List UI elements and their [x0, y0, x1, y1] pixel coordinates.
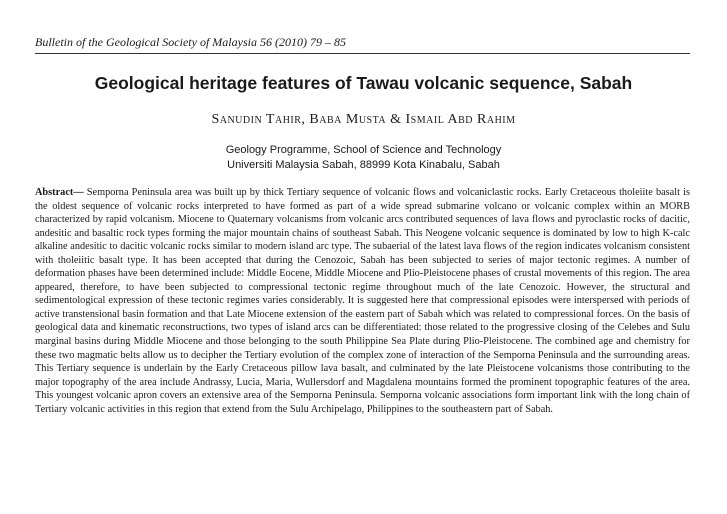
abstract-label: Abstract— — [35, 187, 84, 198]
header-divider — [35, 53, 690, 54]
affiliation-block — [0, 143, 727, 172]
abstract-text: Semporna Peninsula area was built up by thick Tertiary sequence of volcanic flows and volcaniclastic rocks. Early Cretaceous tholeiite basalt is the oldest sequence of volcanic rocks interpreted to have formed as part of a wide spread submarine volcano or volcanic complex within an MORB characterized by rapid volcanism. Miocene to Quaternary volcanisms from volcanic arcs contributed sequences of lava flows and pyroclastic rocks of dacitic, andesitic and basaltic rock types forming the major mountain chains of southeast Sabah. This Neogene volcanic sequence is dominated by low to high K-calc alkaline andesitic to dacitic volcanic rocks similar to modern island arc type. The subaerial of the latest lava flows of the region indicates volcanism consistent with tholeiitic basalt type. It has been accepted that during the Cenozoic, Sabah has been subjected to series of major tectonic regimes. A number of deformation phases have been determined include: Middle Eocene, Middle Miocene and Plio-Pleistocene phases of crustal movements of this region. The area appeared, therefore, to have been subjected to compressional tectonic regime throughout much of the late Cenozoic. However, the structural and sedimentological expression of these tectonic regimes varies considerably. It is suggested here that compressional episodes were interspersed with periods of active transtensional basin formation and that Late Miocene extension of the eastern part of Sabah which was related to compressional forces. On the basis of geological data and kinematic reconstructions, two types of island arcs can be differentiated: those related to the progressive closing of the Celebes and Sulu marginal basins during Middle Miocene and those belonging to the south Philippine Sea Plate during Plio-Pleistocene. The combined age and chemistry for these two magmatic belts allow us to decipher the Tertiary evolution of the complex zone of interaction of the Semporna Peninsula and the surrounding areas. This Tertiary sequence is underlain by the Early Cretaceous pillow lava basalt, and culminated by the late Pleistocene volcanisms those contributing to the major topography of the area include Andrassy, Lucia, Maria, Wullersdorf and Magdalena mountains formed the prominent topographic features of the area. This youngest volcanic apron covers an extensive area of the Semporna Peninsula. Semporna volcanic associations form important link with the long chain of Tertiary volcanic activities in this region that extend from the Sulu Archipelago, Philippines to the southeastern part of Sabah. — [35, 187, 690, 415]
abstract-paragraph — [35, 186, 690, 416]
author-list: Sanudin Tahir, Baba Musta & Ismail Abd Rahim — [211, 112, 516, 127]
affiliation-line-university: Universiti Malaysia Sabah, 88999 Kota Kinabalu, Sabah — [227, 158, 500, 171]
running-header: Bulletin of the Geological Society of Malaysia 56 (2010) 79 – 85 — [35, 35, 346, 49]
affiliation-line-department: Geology Programme, School of Science and Technology — [225, 144, 502, 156]
paper-title: Geological heritage features of Tawau volcanic sequence, Sabah — [94, 73, 633, 93]
